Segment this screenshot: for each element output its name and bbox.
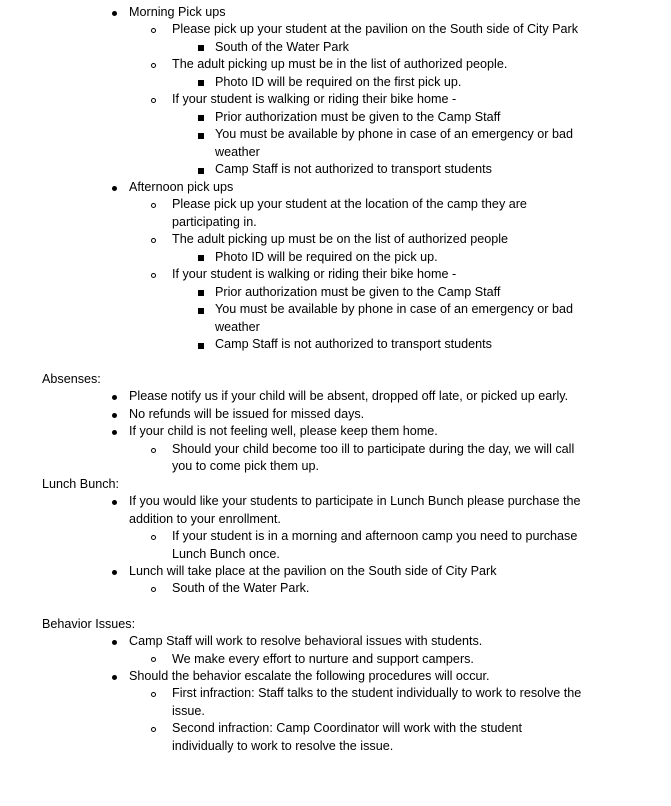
list-item: We make every effort to nurture and support campers. xyxy=(172,652,474,666)
list-item: Camp Staff is not authorized to transport students xyxy=(215,337,492,351)
bullet-disc xyxy=(112,186,117,191)
list-item: Please pick up your student at the location of the camp they are xyxy=(172,197,527,211)
list-item-continuation: Lunch Bunch once. xyxy=(172,547,280,561)
bullet-square xyxy=(198,133,204,139)
bullet-square xyxy=(198,168,204,174)
list-item-continuation: weather xyxy=(215,145,260,159)
bullet-disc xyxy=(112,675,117,680)
list-item: You must be available by phone in case of an emergency or bad xyxy=(215,302,573,316)
list-item-continuation: you to come pick them up. xyxy=(172,459,319,473)
bullet-circle xyxy=(151,63,156,68)
list-item: First infraction: Staff talks to the student individually to work to resolve the xyxy=(172,686,582,700)
list-item: If your student is walking or riding their bike home - xyxy=(172,267,457,281)
list-item: Camp Staff will work to resolve behavioral issues with students. xyxy=(129,634,483,648)
list-item: The adult picking up must be in the list of authorized people. xyxy=(172,57,508,71)
bullet-circle xyxy=(151,657,156,662)
list-item-continuation: participating in. xyxy=(172,215,257,229)
list-item: Please pick up your student at the pavilion on the South side of City Park xyxy=(172,22,579,36)
bullet-disc xyxy=(112,500,117,505)
list-item: Prior authorization must be given to the Camp Staff xyxy=(215,285,501,299)
list-item: Should your child become too ill to participate during the day, we will call xyxy=(172,442,575,456)
list-item: South of the Water Park. xyxy=(172,581,310,595)
list-item: Lunch will take place at the pavilion on the South side of City Park xyxy=(129,564,497,578)
bullet-square xyxy=(198,80,204,86)
list-item: The adult picking up must be on the list of authorized people xyxy=(172,232,509,246)
lunch-bunch-heading: Lunch Bunch: xyxy=(42,477,120,491)
list-item: No refunds will be issued for missed days. xyxy=(129,407,365,421)
list-item: Camp Staff is not authorized to transport students xyxy=(215,162,492,176)
list-item-continuation: weather xyxy=(215,320,260,334)
bullet-circle xyxy=(151,203,156,208)
bullet-disc xyxy=(112,430,117,435)
bullet-circle xyxy=(151,727,156,732)
list-item: Photo ID will be required on the pick up. xyxy=(215,250,438,264)
afternoon-pickups-label: Afternoon pick ups xyxy=(129,180,234,194)
list-item: Photo ID will be required on the first pick up. xyxy=(215,75,462,89)
list-item: Second infraction: Camp Coordinator will work with the student xyxy=(172,721,522,735)
list-item-continuation: addition to your enrollment. xyxy=(129,512,281,526)
bullet-circle xyxy=(151,692,156,697)
bullet-disc xyxy=(112,11,117,16)
list-item-continuation: individually to work to resolve the issue. xyxy=(172,739,394,753)
bullet-circle xyxy=(151,448,156,453)
behavior-issues-heading: Behavior Issues: xyxy=(42,617,136,631)
bullet-disc xyxy=(112,413,117,418)
bullet-circle xyxy=(151,28,156,33)
bullet-square xyxy=(198,255,204,261)
bullet-circle xyxy=(151,273,156,278)
bullet-square xyxy=(198,308,204,314)
morning-pickups-label: Morning Pick ups xyxy=(129,5,226,19)
bullet-square xyxy=(198,115,204,121)
list-item: Please notify us if your child will be absent, dropped off late, or picked up early. xyxy=(129,389,569,403)
bullet-disc xyxy=(112,640,117,645)
list-item: If your student is in a morning and afternoon camp you need to purchase xyxy=(172,529,578,543)
bullet-circle xyxy=(151,587,156,592)
list-item: If your student is walking or riding their bike home - xyxy=(172,92,457,106)
list-item: South of the Water Park xyxy=(215,40,349,54)
bullet-circle xyxy=(151,238,156,243)
list-item: You must be available by phone in case of an emergency or bad xyxy=(215,127,573,141)
list-item: Prior authorization must be given to the Camp Staff xyxy=(215,110,501,124)
bullet-square xyxy=(198,45,204,51)
bullet-circle xyxy=(151,535,156,540)
bullet-disc xyxy=(112,570,117,575)
list-item: Should the behavior escalate the following procedures will occur. xyxy=(129,669,490,683)
bullet-circle xyxy=(151,98,156,103)
list-item: If your child is not feeling well, please keep them home. xyxy=(129,424,438,438)
bullet-disc xyxy=(112,395,117,400)
absences-heading: Absenses: xyxy=(42,372,101,386)
list-item: If you would like your students to participate in Lunch Bunch please purchase the xyxy=(129,494,581,508)
bullet-square xyxy=(198,290,204,296)
bullet-square xyxy=(198,343,204,349)
list-item-continuation: issue. xyxy=(172,704,205,718)
